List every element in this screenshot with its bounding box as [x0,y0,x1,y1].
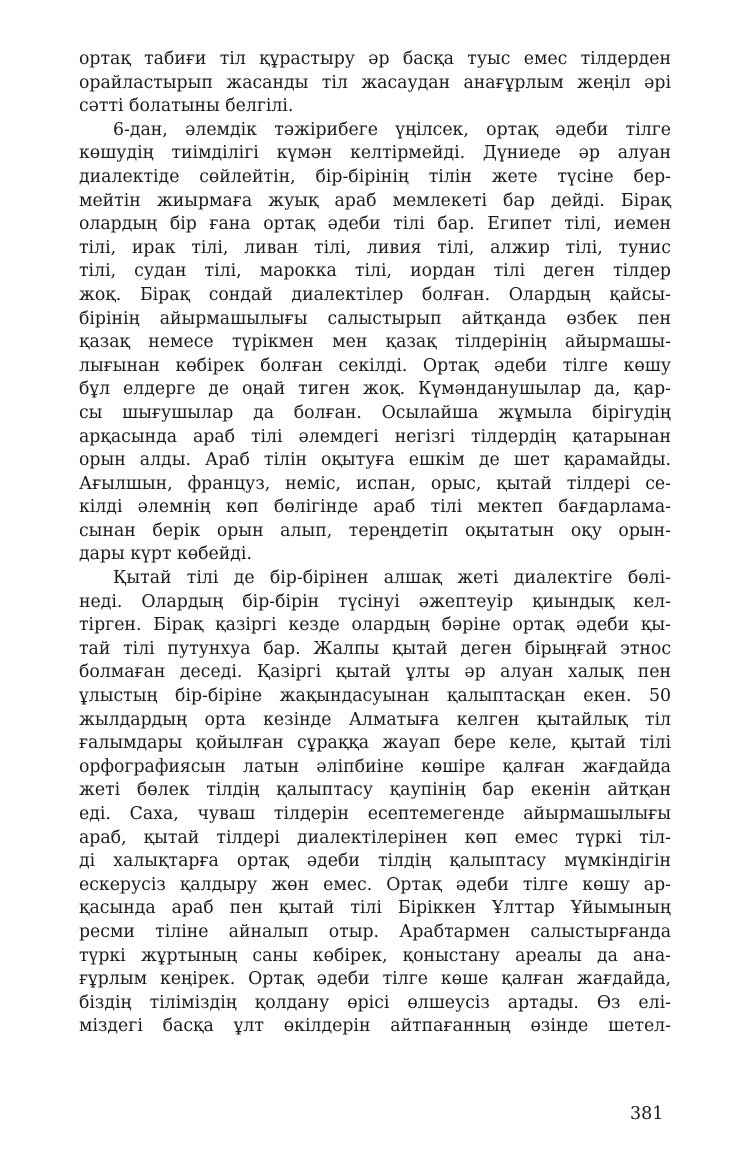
text-line: 6-дан, әлемдік тәжірибеге үңілсек, ортақ әдеби тілге [113,119,671,140]
paragraph [79,567,671,1039]
text-line: ресми тіліне айналып отыр. Арабтармен салыстырғанда [79,921,671,942]
text-line: диалектіде сөйлейтін, бір-бірінің тілін жете түсіне бер- [79,166,671,187]
text-line: сынан берік орын алып, тереңдетіп оқытатын оқу орын- [79,520,671,541]
text-line: қасында араб пен қытай тілі Біріккен Ұлттар Ұйымының [79,898,671,919]
text-line: тілі, судан тілі, марокка тілі, иордан тілі деген тілдер [79,261,671,282]
page-number: 381 [630,1104,664,1124]
text-line: сы шығушылар да болған. Осылайша жұмыла бірігудің [79,402,671,423]
document-page [79,48,671,1039]
text-line: болмаған деседі. Қазіргі қытай ұлты әр алуан халық пен [79,662,671,683]
text-line: біздің тіліміздің қолдану өрісі өлшеусіз артады. Өз елі- [79,992,671,1013]
text-line: олардың бір ғана ортақ әдеби тілі бар. Египет тілі, иемен [79,214,671,235]
text-line: бірінің айырмашылығы салыстырып айтқанда өзбек пен [79,308,671,329]
text-line: орайластырып жасанды тіл жасаудан анағұрлым жеңіл әрі [79,72,671,93]
text-line: тай тілі путунхуа бар. Жалпы қытай деген бірыңғай этнос [79,638,671,659]
text-line: ұлыстың бір-біріне жақындасуынан қалыптасқан екен. 50 [79,686,671,707]
text-line: неді. Олардың бір-бірін түсінуі әжептеуір қиындық кел- [79,591,671,612]
text-line: түркі жұртының саны көбірек, қоныстану ареалы да ана- [79,945,671,966]
text-line: мейтін жиырмаға жуық араб мемлекеті бар дейді. Бірақ [79,190,671,211]
text-line: ескерусіз қалдыру жөн емес. Ортақ әдеби тілге көшу ар- [79,874,671,895]
text-line: орын алды. Араб тілін оқытуға ешкім де шет қарамайды. [79,450,671,471]
text-line: тілі, ирак тілі, ливан тілі, ливия тілі, алжир тілі, тунис [79,237,671,258]
text-line: жоқ. Бірақ сондай диалектілер болған. Олардың қайсы- [79,284,671,305]
text-line: Қытай тілі де бір-бірінен алшақ жеті диалектіге бөлі- [113,568,671,589]
text-line: ортақ табиғи тіл құрастыру әр басқа туыс емес тілдерден [79,49,671,69]
text-line: орфографиясын латын әліпбиіне көшіре қалған жағдайда [79,756,671,777]
text-line: тірген. Бірақ қазіргі кезде олардың бәріне ортақ әдеби қы- [79,615,671,636]
text-line: еді. Саха, чуваш тілдерін есептемегенде айырмашылығы [79,804,671,824]
text-line: қазақ немесе түрікмен мен қазақ тілдерінің айырмашы- [79,332,671,353]
text-line: Ағылшын, француз, неміс, испан, орыс, қытай тілдері се- [79,473,671,494]
text-line: кілді әлемнің көп бөлігінде араб тілі мектеп бағдарлама- [79,497,671,518]
text-line: дары күрт көбейді. [79,544,252,565]
text-line: ғұрлым кеңірек. Ортақ әдеби тілге көше қалған жағдайда, [79,969,671,990]
text-line: лығынан көбірек болған секілді. Ортақ әдеби тілге көшу [79,355,671,376]
text-line: жылдардың орта кезінде Алматыға келген қытайлық тіл [79,709,671,730]
text-line: арқасында араб тілі әлемдегі негізгі тілдердің қатарынан [79,426,671,447]
text-line: ғалымдары қойылған сұраққа жауап бере келе, қытай тілі [79,733,671,754]
paragraph [79,119,671,567]
text-line: көшудің тиімділігі күмән келтірмейді. Дүниеде әр алуан [79,143,671,164]
text-line: сәтті болатыны белгілі. [79,96,294,117]
text-line: міздегі басқа ұлт өкілдерін айтпағанның өзінде шетел- [79,1016,671,1037]
paragraph [79,48,671,119]
text-line: ді халықтарға ортақ әдеби тілдің қалыптасу мүмкіндігін [79,851,671,872]
text-line: араб, қытай тілдері диалектілерінен көп емес түркі тіл- [79,827,671,848]
text-line: бұл елдерге де оңай тиген жоқ. Күмәнданушылар да, қар- [79,379,671,400]
text-line: жеті бөлек тілдің қалыптасу қаупінің бар екенін айтқан [79,780,671,801]
